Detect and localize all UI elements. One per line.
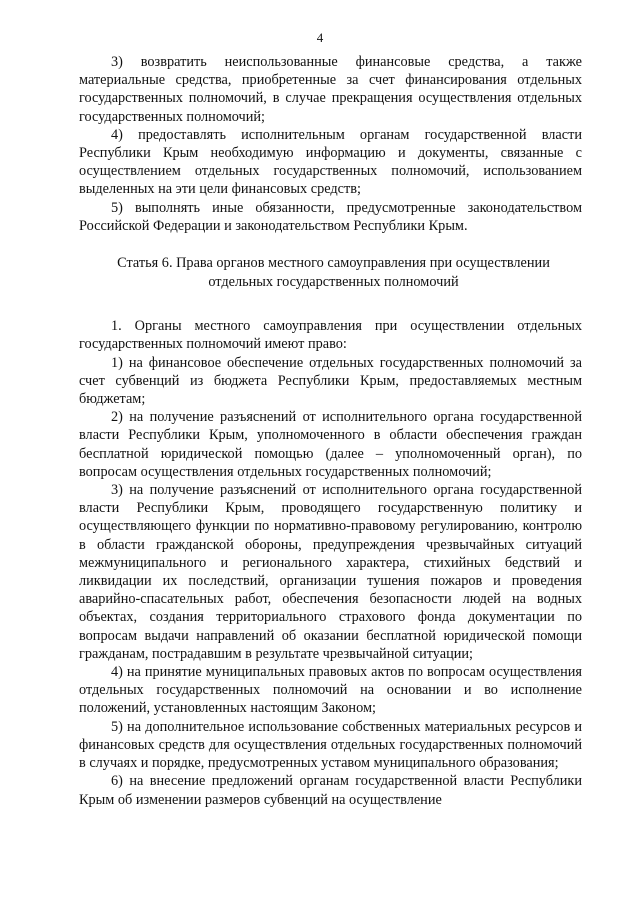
page-number: 4: [316, 30, 324, 45]
paragraph-obligation-4: 4) предоставлять исполнительным органам государственной власти Республики Крым необходимую информацию и документы, связанные с осуществлением отдельных государственных полномочий, использованием выделенных на эти цели финансовых средств;: [79, 126, 582, 198]
spacer: [79, 291, 582, 317]
document-body: [79, 53, 582, 809]
paragraph-right-5: 5) на дополнительное использование собственных материальных ресурсов и финансовых средств для осуществления отдельных государственных полномочий в случаях и порядке, предусмотренных уставом муниципального образования;: [79, 718, 582, 772]
paragraph-right-4: 4) на принятие муниципальных правовых актов по вопросам осуществления отдельных государственных полномочий на основании и во исполнение положений, установленных настоящим Законом;: [79, 664, 582, 717]
paragraph-right-2: 2) на получение разъяснений от исполнительного органа государственной власти Республики Крым, уполномоченного в области обеспечения граждан бесплатной юридической помощью (далее – уполномоченный орган), по вопросам осуществления отдельных государственных полномочий;: [79, 409, 582, 480]
paragraph-article-intro: 1. Органы местного самоуправления при осуществлении отдельных государственных полномочий имеют право:: [79, 318, 582, 353]
paragraph-right-3: 3) на получение разъяснений от исполнительного органа государственной власти Республики Крым, проводящего государственную политику и осуществляющего функции по нормативно-правовому регулированию, контролю в области гражданской обороны, предупреждения чрезвычайных ситуаций межмуниципального и регионального характера, стихийных бедствий и ликвидации их последствий, организации тушения пожаров и проведения аварийно-спасательных работ, обеспечения безопасности людей на водных объектах, создания территориального страхового фонда документации по вопросам выдачи направлений об оказании бесплатной юридической помощи гражданам, пострадавшим в результате чрезвычайной ситуации;: [79, 482, 582, 662]
article-heading-line-1: Статья 6. Права органов местного самоуправления при осуществлении: [117, 255, 550, 272]
article-heading-line-2: отдельных государственных полномочий: [208, 273, 459, 290]
paragraph-right-1: 1) на финансовое обеспечение отдельных государственных полномочий за счет субвенций из бюджета Республики Крым, предоставляемых местным бюджетам;: [79, 354, 582, 408]
paragraph-obligation-5: 5) выполнять иные обязанности, предусмотренные законодательством Российской Федерации и законодательством Республики Крым.: [79, 199, 582, 234]
paragraph-obligation-3: 3) возвратить неиспользованные финансовые средства, а также материальные средства, приобретенные за счет финансирования отдельных государственных полномочий, в случае прекращения осуществления отдельных государственных полномочий;: [79, 54, 582, 125]
spacer: [79, 235, 582, 254]
article-heading: [79, 254, 582, 291]
paragraph-right-6: 6) на внесение предложений органам государственной власти Республики Крым об изменении размеров субвенций на осуществление: [79, 773, 582, 808]
